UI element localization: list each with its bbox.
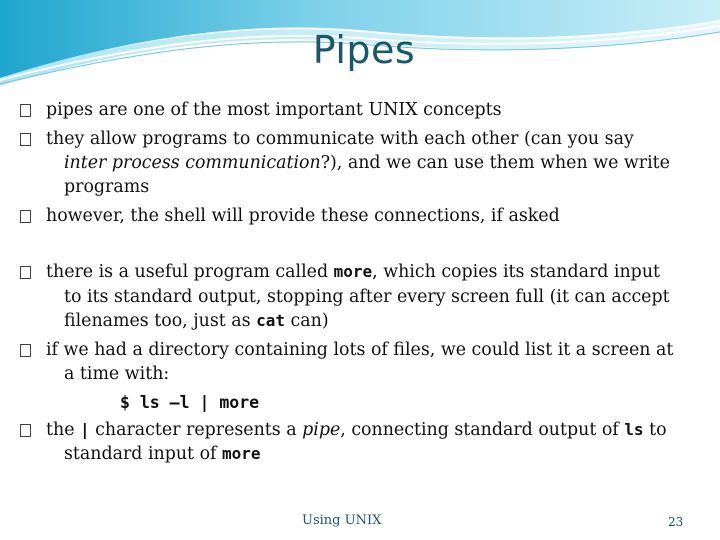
page-number: 23 (668, 515, 684, 529)
bullet-5-line-1: if we had a directory containing lots of files, we could list it a screen at (46, 340, 674, 360)
bullet-box-icon (20, 210, 31, 223)
code-ls: ls (624, 420, 644, 439)
bullet-4-line-2: to its standard output, stopping after every screen full (it can accept (64, 287, 670, 307)
bullet-box-icon (20, 424, 31, 437)
text-span: filenames too, just as (64, 311, 257, 331)
footer-title: Using UNIX (302, 513, 382, 528)
bullet-2-line-1: they allow programs to communicate with each other (can you say (46, 129, 634, 149)
command-example: $ ls –l | more (120, 393, 260, 412)
italic-term: pipe (302, 420, 341, 440)
bullet-6-line-2 (64, 444, 261, 464)
code-cat: cat (256, 311, 286, 330)
text-span: can) (285, 311, 329, 331)
text-span: the (46, 420, 81, 440)
bullet-box-icon (20, 266, 31, 279)
code-more: more (222, 444, 261, 463)
bullet-2-line-2 (64, 153, 670, 173)
bullet-box-icon (20, 133, 31, 146)
code-pipe: | (80, 420, 90, 439)
bullet-3-text: however, the shell will provide these connections, if asked (46, 206, 560, 226)
bullet-box-icon (20, 344, 31, 357)
text-span: standard input of (64, 444, 223, 464)
bullet-2-line-2-rest: ?), and we can use them when we write (320, 153, 670, 173)
text-span: , which copies its standard input (372, 262, 661, 282)
bullet-4-line-1 (46, 262, 660, 282)
code-more: more (333, 262, 373, 281)
text-span: to (643, 420, 667, 440)
bullet-1-text: pipes are one of the most important UNIX concepts (46, 100, 502, 120)
bullet-2-line-3: programs (64, 177, 150, 197)
bullet-box-icon (20, 104, 31, 117)
bullet-4-line-3 (64, 311, 329, 331)
slide-title: Pipes (312, 28, 416, 72)
bullet-5-line-2: a time with: (64, 364, 170, 384)
text-span: , connecting standard output of (340, 420, 625, 440)
text-span: there is a useful program called (46, 262, 334, 282)
text-span: character represents a (89, 420, 303, 440)
bullet-6-line-1 (46, 420, 667, 440)
italic-term: inter process communication (64, 153, 321, 173)
